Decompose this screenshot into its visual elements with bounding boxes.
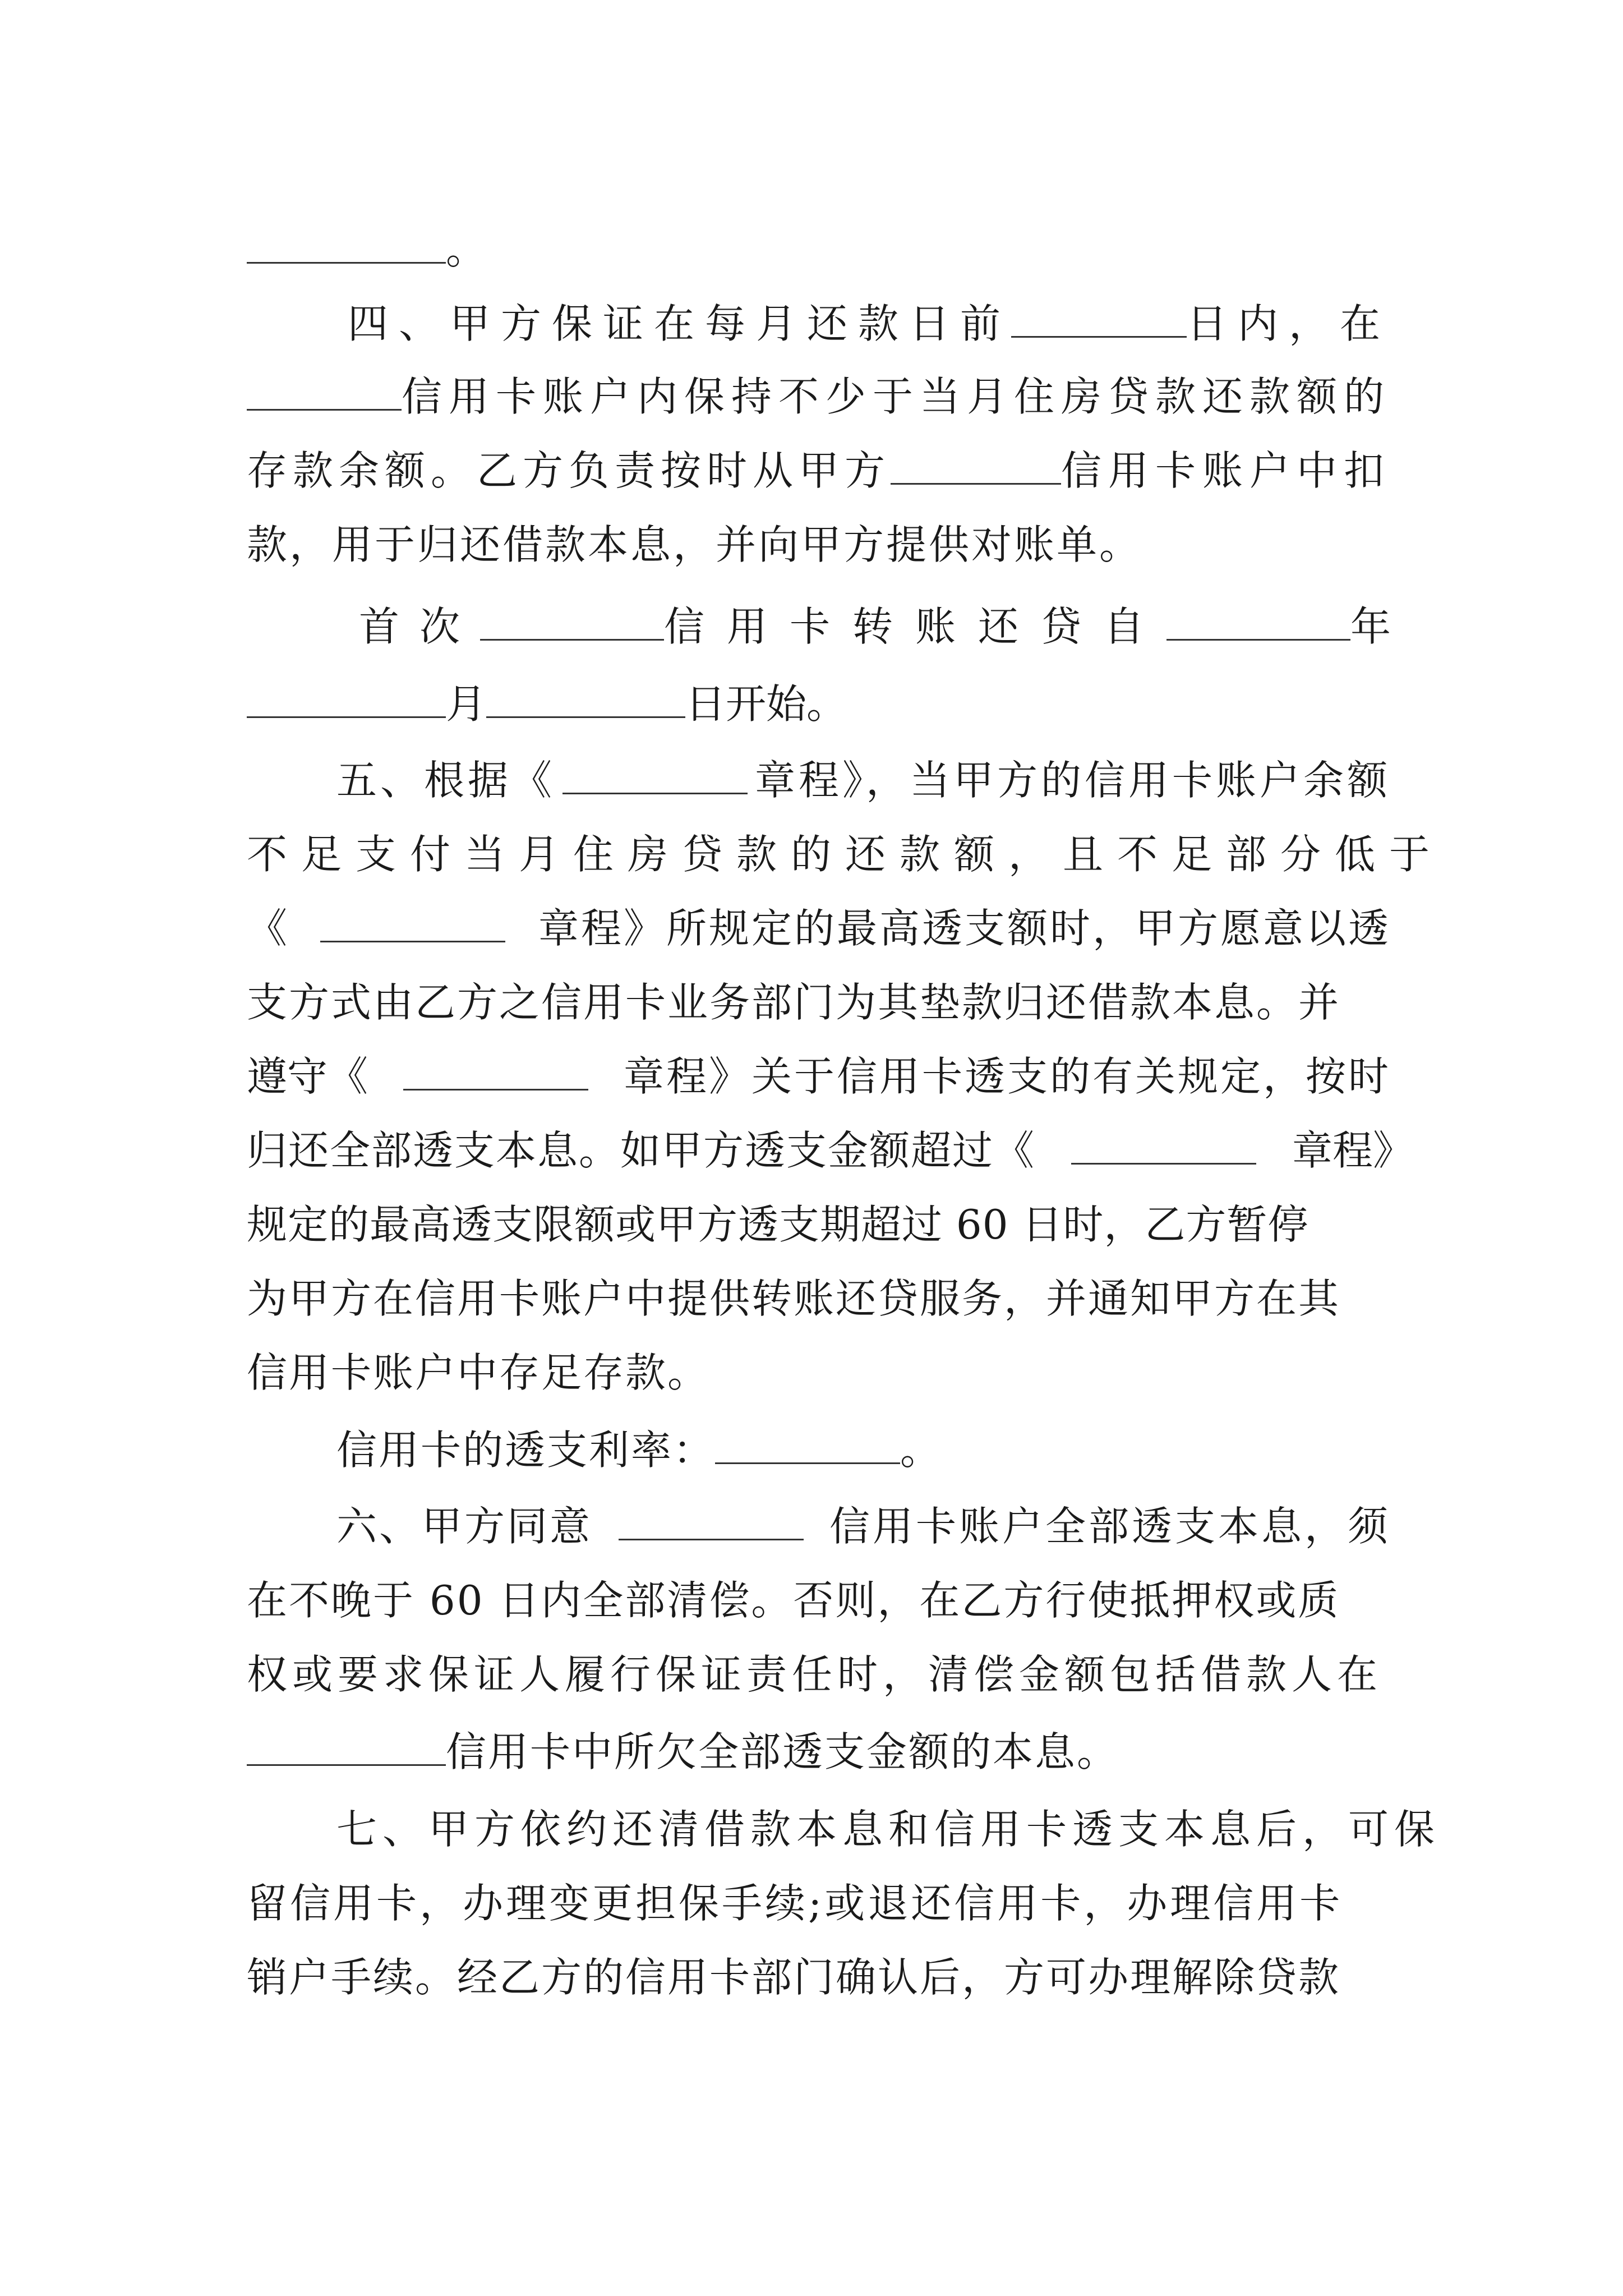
text-line: 款，用于归还借款本息，并向甲方提供对账单。 — [247, 521, 1142, 568]
fill-in-blank — [247, 227, 446, 264]
text-line: 遵守《 章程》关于信用卡透支的有关规定，按时 — [247, 1053, 1391, 1100]
text-line: 信用卡的透支利率： 。 — [336, 1427, 941, 1474]
fill-in-blank — [619, 1504, 804, 1540]
fill-in-blank — [715, 1428, 900, 1464]
text-line: 归还全部透支本息。如甲方透支金额超过《 章程》 — [247, 1127, 1413, 1174]
text-line: 不足支付当月住房贷款的还款额，且不足部分低于 — [247, 831, 1444, 878]
text-line: 在不晚于 60 日内全部清偿。否则，在乙方行使抵押权或质 — [247, 1577, 1340, 1624]
text-line: 权或要求保证人履行保证责任时，清偿金额包括借款人在 — [247, 1651, 1383, 1698]
text-line: 存款余额。乙方负责按时从甲方 信用卡账户中扣 — [247, 447, 1391, 494]
text-line: 。 — [247, 219, 486, 280]
text-line: 信用卡中所欠全部透支金额的本息。 — [247, 1721, 1119, 1783]
fill-in-blank — [247, 374, 402, 411]
fill-in-blank — [247, 1729, 446, 1766]
fill-in-blank — [891, 448, 1061, 485]
fill-in-blank — [562, 758, 748, 794]
fill-in-blank — [247, 682, 446, 718]
fill-in-blank — [403, 1054, 588, 1091]
text-line: 支方式由乙方之信用卡业务部门为其垫款归还借款本息。并 — [247, 979, 1341, 1026]
clause-four-line: 四、甲方保证在每月还款日前 日内，在 — [348, 300, 1391, 347]
clause-five-line: 五、根据《 章程》，当甲方的信用卡账户余额 — [336, 757, 1391, 804]
clause-seven-line: 七、甲方依约还清借款本息和信用卡透支本息后，可保 — [336, 1806, 1441, 1853]
text-line: 销户手续。经乙方的信用卡部门确认后，方可办理解除贷款 — [247, 1954, 1341, 2001]
clause-six-line: 六、甲方同意 信用卡账户全部透支本息，须 — [336, 1503, 1391, 1550]
fill-in-blank — [1071, 1128, 1256, 1165]
fill-in-blank — [320, 906, 505, 942]
text-line: 为甲方在信用卡账户中提供转账还贷服务，并通知甲方在其 — [247, 1275, 1341, 1322]
text-line: 规定的最高透支限额或甲方透支期超过 60 日时，乙方暂停 — [247, 1201, 1309, 1248]
text-line: 首次 信用卡转账还贷自 年 — [359, 603, 1391, 650]
fill-in-blank — [1011, 301, 1187, 338]
text-line: 信用卡账户内保持不少于当月住房贷款还款额的 — [247, 366, 1391, 427]
text-line: 信用卡账户中存足存款。 — [247, 1349, 710, 1396]
fill-in-blank — [1166, 604, 1350, 641]
fill-in-blank — [480, 604, 664, 641]
fill-in-blank — [486, 682, 685, 718]
text-line: 月 日开始。 — [247, 673, 847, 735]
text-line: 《 章程》所规定的最高透支额时，甲方愿意以透 — [247, 905, 1391, 952]
text-line: 留信用卡，办理变更担保手续;或退还信用卡，办理信用卡 — [247, 1880, 1343, 1927]
